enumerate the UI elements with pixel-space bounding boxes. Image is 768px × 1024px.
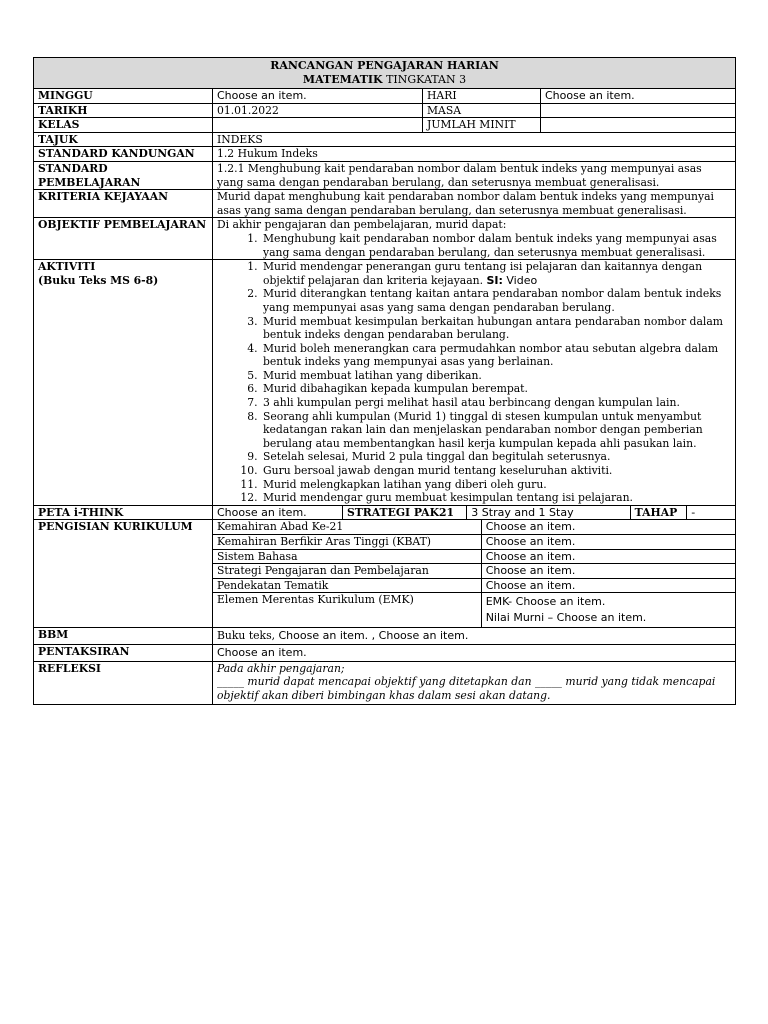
row-peta-ithink	[34, 505, 736, 520]
row-kelas	[34, 118, 736, 133]
label-hari: HARI	[423, 89, 541, 104]
aktiviti-list	[217, 260, 731, 505]
pengisian-item-name: Kemahiran Abad Ke-21	[213, 520, 481, 534]
label-refleksi: REFLEKSI	[34, 661, 213, 705]
objektif-item: 1. Menghubung kait pendaraban nombor dalam bentuk indeks yang mempunyai asas yang sama dengan pendaraban berulang, dan seterusnya membuat generalisasi.	[261, 232, 731, 259]
row-objektif	[34, 218, 736, 260]
aktiviti-item: 12. Murid mendengar guru membuat kesimpulan tentang isi pelajaran.	[261, 491, 731, 505]
masa-value[interactable]	[541, 103, 736, 118]
title-line-2	[38, 73, 731, 87]
pengisian-table	[213, 520, 735, 627]
pentaksiran-dropdown[interactable]: Choose an item.	[213, 644, 736, 661]
pengisian-item-dropdown[interactable]: Choose an item.	[481, 549, 735, 564]
aktiviti-item: 8. Seorang ahli kumpulan (Murid 1) tinggal di stesen kumpulan untuk menyambut kedatangan rakan lain dan menjelaskan pendaraban nombor dengan pemberian berulang atau membentangkan hasil kerja kumpulan kepada ahli pasukan lain.	[261, 410, 731, 451]
refleksi-cell[interactable]	[213, 661, 736, 705]
tajuk-value[interactable]: INDEKS	[213, 132, 736, 147]
lesson-plan-sheet	[33, 57, 735, 705]
pengisian-item-name: Strategi Pengajaran dan Pembelajaran	[213, 564, 481, 579]
aktiviti-item: 2. Murid diterangkan tentang kaitan antara pendaraban nombor dalam bentuk indeks yang mempunyai asas yang sama dengan pendaraban berulang.	[261, 287, 731, 314]
label-bbm: BBM	[34, 628, 213, 645]
strategi-pak21-value[interactable]: 3 Stray and 1 Stay	[467, 506, 630, 520]
objektif-cell[interactable]	[213, 218, 736, 260]
aktiviti-item: 4. Murid boleh menerangkan cara permudahkan nombor atau sebutan algebra dalam bentuk indeks yang mempunyai asas yang berlainan.	[261, 342, 731, 369]
row-standard-pembelajaran	[34, 161, 736, 189]
label-peta-ithink: PETA i-THINK	[34, 505, 213, 520]
aktiviti-item: 6. Murid dibahagikan kepada kumpulan berempat.	[261, 382, 731, 396]
nilai-murni-dropdown[interactable]: Nilai Murni – Choose an item.	[485, 611, 647, 625]
row-tarikh	[34, 103, 736, 118]
refleksi-line-1: Pada akhir pengajaran;	[217, 661, 345, 675]
refleksi-line-2: _____ murid dapat mencapai objektif yang ditetapkan dan _____ murid yang tidak mencapai objektif akan diberi bimbingan khas dalam sesi akan datang.	[217, 675, 716, 702]
label-kelas: KELAS	[34, 118, 213, 133]
label-kriteria-kejayaan: KRITERIA KEJAYAAN	[34, 190, 213, 218]
aktiviti-item: 9. Setelah selesai, Murid 2 pula tinggal dan begitulah seterusnya.	[261, 450, 731, 464]
label-minggu: MINGGU	[34, 89, 213, 104]
aktiviti-label-cell	[34, 260, 213, 506]
label-aktiviti: AKTIVITI	[38, 260, 96, 274]
emk-dropdown[interactable]: EMK- Choose an item.	[485, 595, 606, 609]
label-standard-pembelajaran: STANDARD PEMBELAJARAN	[34, 161, 213, 189]
row-pentaksiran	[34, 644, 736, 661]
standard-kandungan-value[interactable]: 1.2 Hukum Indeks	[213, 147, 736, 162]
kriteria-kejayaan-value[interactable]: Murid dapat menghubung kait pendaraban nombor dalam bentuk indeks yang mempunyai asas yang sama dengan pendaraban berulang, dan seterusnya membuat generalisasi.	[213, 190, 736, 218]
tahap-value[interactable]: -	[687, 506, 735, 520]
si-label: SI:	[486, 273, 503, 287]
pengisian-item-name: Kemahiran Berfikir Aras Tinggi (KBAT)	[213, 535, 481, 550]
label-standard-kandungan: STANDARD KANDUNGAN	[34, 147, 213, 162]
row-minggu	[34, 89, 736, 104]
pengisian-emk-name: Elemen Merentas Kurikulum (EMK)	[213, 593, 481, 628]
peta-strategi-table	[213, 506, 735, 520]
title-line-1: RANCANGAN PENGAJARAN HARIAN	[270, 59, 499, 72]
jumlah-minit-value[interactable]	[541, 118, 736, 133]
hari-dropdown[interactable]: Choose an item.	[541, 89, 736, 104]
pengisian-cell	[213, 520, 736, 628]
standard-pembelajaran-value[interactable]: 1.2.1 Menghubung kait pendaraban nombor dalam bentuk indeks yang mempunyai asas yang sama dengan pendaraban berulang, dan seterusnya membuat generalisasi.	[213, 161, 736, 189]
aktiviti-item: 11. Murid melengkapkan latihan yang diberi oleh guru.	[261, 478, 731, 492]
peta-ithink-dropdown[interactable]: Choose an item.	[213, 506, 342, 520]
subject-name: MATEMATIK	[302, 73, 383, 86]
document-title	[34, 58, 736, 89]
aktiviti-item: 7. 3 ahli kumpulan pergi melihat hasil atau berbincang dengan kumpulan lain.	[261, 396, 731, 410]
aktiviti-item: 5. Murid membuat latihan yang diberikan.	[261, 369, 731, 383]
aktiviti-item: 3. Murid membuat kesimpulan berkaitan hubungan antara pendaraban nombor dalam bentuk indeks dengan pendaraban berulang.	[261, 315, 731, 342]
label-tajuk: TAJUK	[34, 132, 213, 147]
pengisian-item-dropdown[interactable]: Choose an item.	[481, 520, 735, 534]
minggu-dropdown[interactable]: Choose an item.	[213, 89, 423, 104]
lesson-plan-table	[33, 57, 736, 705]
row-pengisian-kurikulum	[34, 520, 736, 628]
row-tajuk	[34, 132, 736, 147]
bbm-cell	[213, 628, 736, 645]
label-tahap: TAHAP	[630, 506, 687, 520]
aktiviti-cell[interactable]	[213, 260, 736, 506]
tarikh-value[interactable]: 01.01.2022	[213, 103, 423, 118]
label-strategi-pak21: STRATEGI PAK21	[342, 506, 466, 520]
row-aktiviti	[34, 260, 736, 506]
bbm-separator: ,	[368, 629, 379, 643]
pengisian-item-name: Pendekatan Tematik	[213, 578, 481, 593]
header-row	[34, 58, 736, 89]
row-kriteria-kejayaan	[34, 190, 736, 218]
form-level: TINGKATAN 3	[382, 73, 467, 86]
pengisian-item-name: Sistem Bahasa	[213, 549, 481, 564]
row-standard-kandungan	[34, 147, 736, 162]
label-tarikh: TARIKH	[34, 103, 213, 118]
label-jumlah-minit: JUMLAH MINIT	[423, 118, 541, 133]
si-value: Video	[502, 273, 538, 287]
label-buku-teks: (Buku Teks MS 6-8)	[38, 273, 159, 287]
objektif-intro: Di akhir pengajaran dan pembelajaran, murid dapat:	[217, 218, 507, 232]
row-refleksi	[34, 661, 736, 705]
peta-strategi-cell	[213, 505, 736, 520]
pengisian-item-dropdown[interactable]: Choose an item.	[481, 535, 735, 550]
bbm-dropdown-2[interactable]: Choose an item.	[378, 629, 469, 643]
label-pentaksiran: PENTAKSIRAN	[34, 644, 213, 661]
label-pengisian-kurikulum: PENGISIAN KURIKULUM	[34, 520, 213, 628]
bbm-dropdown-1[interactable]: Choose an item.	[278, 629, 369, 643]
kelas-value[interactable]	[213, 118, 423, 133]
aktiviti-item: 1. Murid mendengar penerangan guru tentang isi pelajaran dan kaitannya dengan objektif pelajaran dan kriteria kejayaan. SI: Video	[261, 260, 731, 287]
row-bbm	[34, 628, 736, 645]
label-objektif: OBJEKTIF PEMBELAJARAN	[34, 218, 213, 260]
label-masa: MASA	[423, 103, 541, 118]
pengisian-item-dropdown[interactable]: Choose an item.	[481, 564, 735, 579]
bbm-prefix: Buku teks,	[217, 629, 279, 643]
emk-nilai-cell	[481, 593, 735, 628]
objektif-list	[217, 232, 731, 259]
pengisian-item-dropdown[interactable]: Choose an item.	[481, 578, 735, 593]
aktiviti-item: 10. Guru bersoal jawab dengan murid tentang keseluruhan aktiviti.	[261, 464, 731, 478]
